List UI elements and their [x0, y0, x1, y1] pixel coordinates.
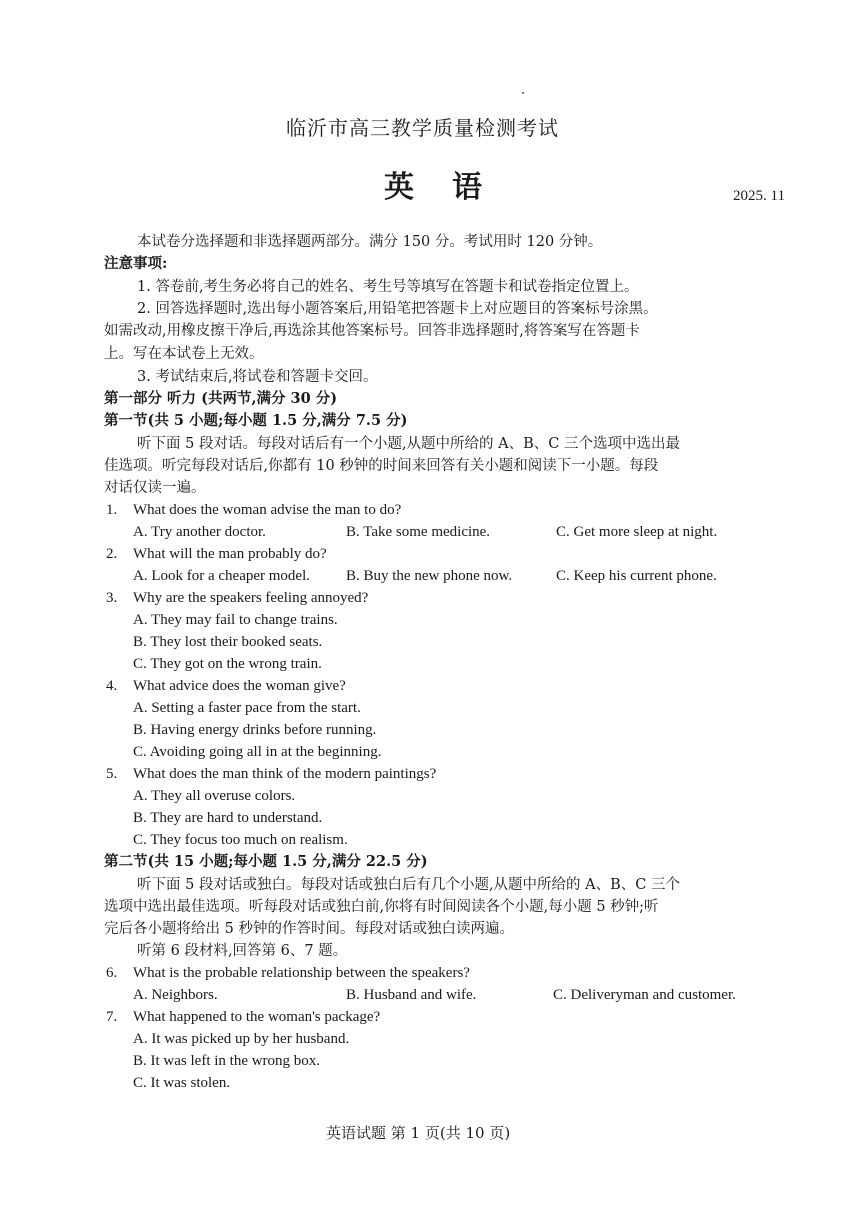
option-a: A. Look for a cheaper model. [133, 568, 311, 584]
section1-instructions: 听下面 5 段对话。每段对话后有一个小题,从题中所给的 A、B、C 三个选项中选出最 [137, 436, 680, 452]
option-a: A. They may fail to change trains. [133, 612, 338, 628]
option-c: C. Keep his current phone. [556, 568, 717, 584]
option-a: A. Setting a faster pace from the start. [133, 700, 361, 716]
note-item-3: 3. 考试结束后,将试卷和答题卡交回。 [137, 369, 378, 385]
option-c: C. It was stolen. [133, 1075, 231, 1091]
question-text: Why are the speakers feeling annoyed? [133, 590, 369, 606]
question-number: 5. [106, 766, 118, 782]
section2-instructions-cont: 选项中选出最佳选项。听每段对话或独白前,你将有时间阅读各个小题,每小题 5 秒钟;听 [104, 899, 659, 915]
section2-instructions-end: 完后各小题将给出 5 秒钟的作答时间。每段对话或独白读两遍。 [104, 921, 514, 937]
question-text: What is the probable relationship between the speakers? [133, 965, 470, 981]
option-a: A. Try another doctor. [133, 524, 266, 540]
question-text: What does the man think of the modern paintings? [133, 766, 437, 782]
option-a: A. They all overuse colors. [133, 788, 296, 804]
section2-instructions: 听下面 5 段对话或独白。每段对话或独白后有几个小题,从题中所给的 A、B、C 三个 [137, 877, 680, 893]
section2-title: 第二节(共 15 小题;每小题 1.5 分,满分 22.5 分) [104, 853, 428, 870]
option-b: B. Take some medicine. [346, 524, 491, 540]
part1-title: 第一部分 听力 (共两节,满分 30 分) [104, 390, 338, 407]
question-number: 7. [106, 1009, 118, 1025]
option-c: C. They got on the wrong train. [133, 656, 322, 672]
scan-speck [522, 92, 524, 94]
section1-instructions-cont: 佳选项。听完每段对话后,你都有 10 秒钟的时间来回答有关小题和阅读下一小题。每段 [104, 458, 659, 474]
exam-date: 2025. 11 [733, 188, 785, 204]
intro-text: 本试卷分选择题和非选择题两部分。满分 150 分。考试用时 120 分钟。 [137, 234, 603, 250]
option-c: C. Get more sleep at night. [556, 524, 718, 540]
question-number: 2. [106, 546, 118, 562]
question-text: What will the man probably do? [133, 546, 327, 562]
option-c: C. Avoiding going all in at the beginning. [133, 744, 382, 760]
notes-heading: 注意事项: [104, 255, 168, 272]
subject-title: 英语 [384, 170, 520, 205]
question-number: 4. [106, 678, 118, 694]
section1-instructions-end: 对话仅读一遍。 [104, 480, 206, 496]
question-text: What advice does the woman give? [133, 678, 346, 694]
section1-title: 第一节(共 5 小题;每小题 1.5 分,满分 7.5 分) [104, 412, 408, 429]
page-footer: 英语试题 第 1 页(共 10 页) [326, 1124, 511, 1142]
note-item-2: 2. 回答选择题时,选出每小题答案后,用铅笔把答题卡上对应题目的答案标号涂黑。 [137, 301, 658, 317]
note-item-1: 1. 答卷前,考生务必将自己的姓名、考生号等填写在答题卡和试卷指定位置上。 [137, 279, 639, 295]
option-c: C. They focus too much on realism. [133, 832, 348, 848]
option-b: B. Husband and wife. [346, 987, 477, 1003]
question-number: 1. [106, 502, 118, 518]
option-a: A. It was picked up by her husband. [133, 1031, 350, 1047]
note-item-2-end: 上。写在本试卷上无效。 [104, 346, 264, 362]
option-b: B. Buy the new phone now. [346, 568, 513, 584]
option-b: B. They lost their booked seats. [133, 634, 323, 650]
material-note: 听第 6 段材料,回答第 6、7 题。 [137, 943, 348, 959]
question-text: What does the woman advise the man to do? [133, 502, 402, 518]
option-c: C. Deliveryman and customer. [553, 987, 736, 1003]
question-text: What happened to the woman's package? [133, 1009, 381, 1025]
option-b: B. Having energy drinks before running. [133, 722, 377, 738]
option-b: B. They are hard to understand. [133, 810, 323, 826]
note-item-2-cont: 如需改动,用橡皮擦干净后,再选涂其他答案标号。回答非选择题时,将答案写在答题卡 [104, 323, 640, 339]
option-b: B. It was left in the wrong box. [133, 1053, 321, 1069]
exam-title: 临沂市高三教学质量检测考试 [286, 116, 559, 140]
question-number: 3. [106, 590, 118, 606]
question-number: 6. [106, 965, 118, 981]
option-a: A. Neighbors. [133, 987, 218, 1003]
